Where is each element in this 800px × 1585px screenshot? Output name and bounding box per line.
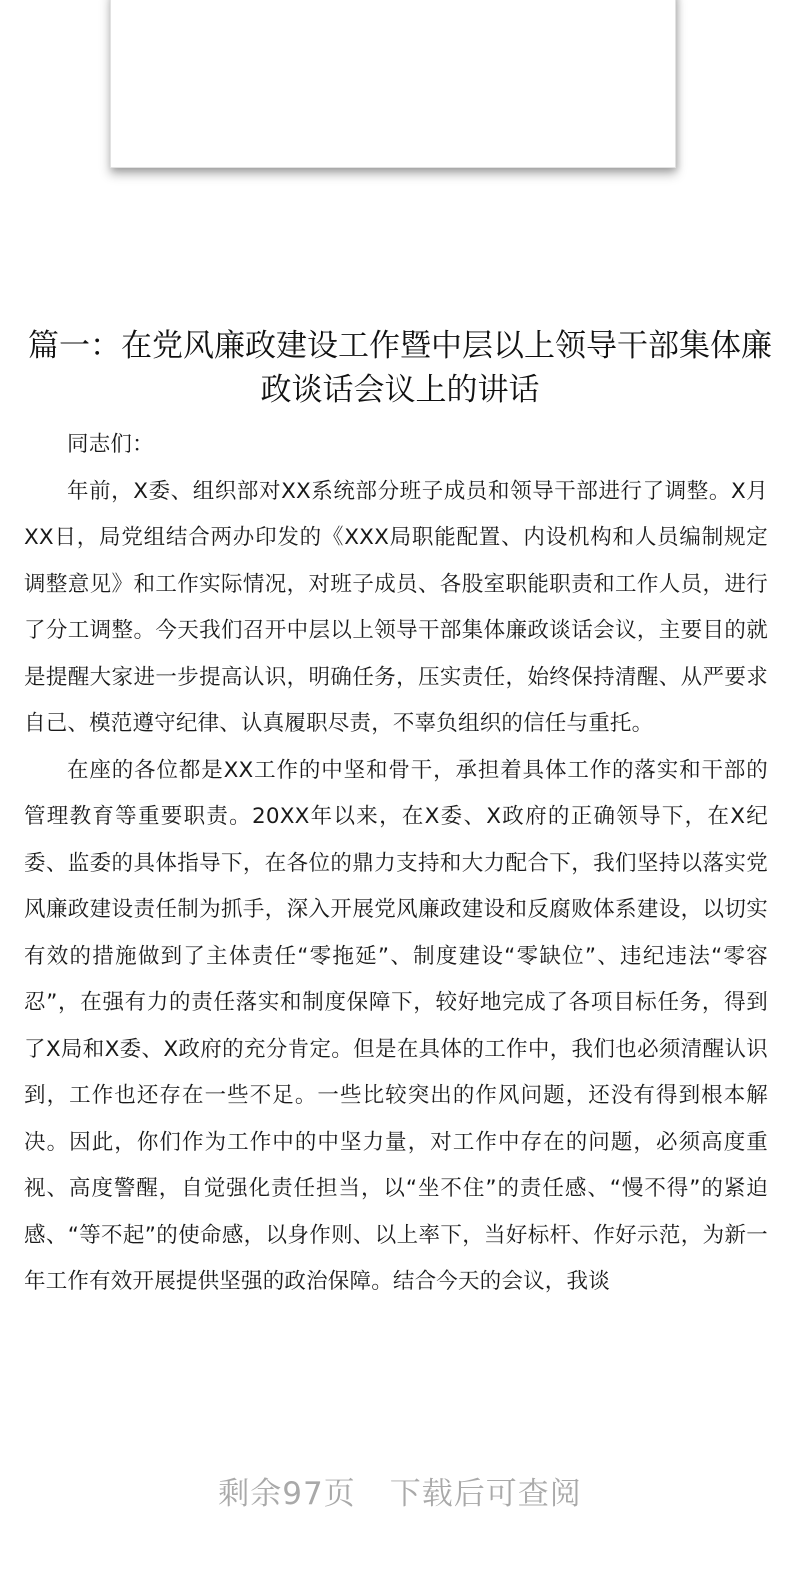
paragraph-2: 在座的各位都是XX工作的中坚和骨干，承担着具体工作的落实和干部的管理教育等重要职责。20XX年以来，在X委、X政府的正确领导下，在X纪委、监委的具体指导下，在各位的鼎力支持和大力配合下，我们坚持以落实党风廉政建设责任制为抓手，深入开展党风廉政建设和反腐败体系建设，以切实有效的措施做到了主体责任“零拖延”、制度建设“零缺位”、违纪违法“零容忍”，在强有力的责任落实和制度保障下，较好地完成了各项目标任务，得到了X局和X委、X政府的充分肯定。但是在具体的工作中，我们也必须清醒认识到，工作也还存在一些不足。一些比较突出的作风问题，还没有得到根本解决。因此，你们作为工作中的中坚力量，对工作中存在的问题，必须高度重视、高度警醒，自觉强化责任担当，以“坐不住”的责任感、“慢不得”的紧迫感、“等不起”的使命感，以身作则、以上率下，当好标杆、作好示范，为新一年工作有效开展提供坚强的政治保障。结合今天的会议，我谈 (24, 757, 768, 1294)
document-body (24, 422, 768, 1306)
remaining-pages-text: 剩余97页 (218, 1476, 356, 1512)
paragraph-1: 年前，X委、组织部对XX系统部分班子成员和领导干部进行了调整。X月XX日，局党组结合两办印发的《XXX局职能配置、内设机构和人员编制规定调整意见》和工作实际情况，对班子成员、各股室职能职责和工作人员，进行了分工调整。今天我们召开中层以上领导干部集体廉政谈话会议，主要目的就是提醒大家进一步提高认识，明确任务，压实责任，始终保持清醒、从严要求自己、模范遵守纪律、认真履职尽责，不辜负组织的信任与重托。 (24, 478, 768, 736)
document-title: 篇一：在党风廉政建设工作暨中层以上领导干部集体廉政谈话会议上的讲话 (28, 328, 772, 408)
download-hint-text: 下载后可查阅 (389, 1476, 582, 1512)
download-prompt[interactable] (0, 1468, 800, 1513)
preview-page-card (110, 0, 676, 168)
salutation: 同志们： (67, 432, 154, 457)
